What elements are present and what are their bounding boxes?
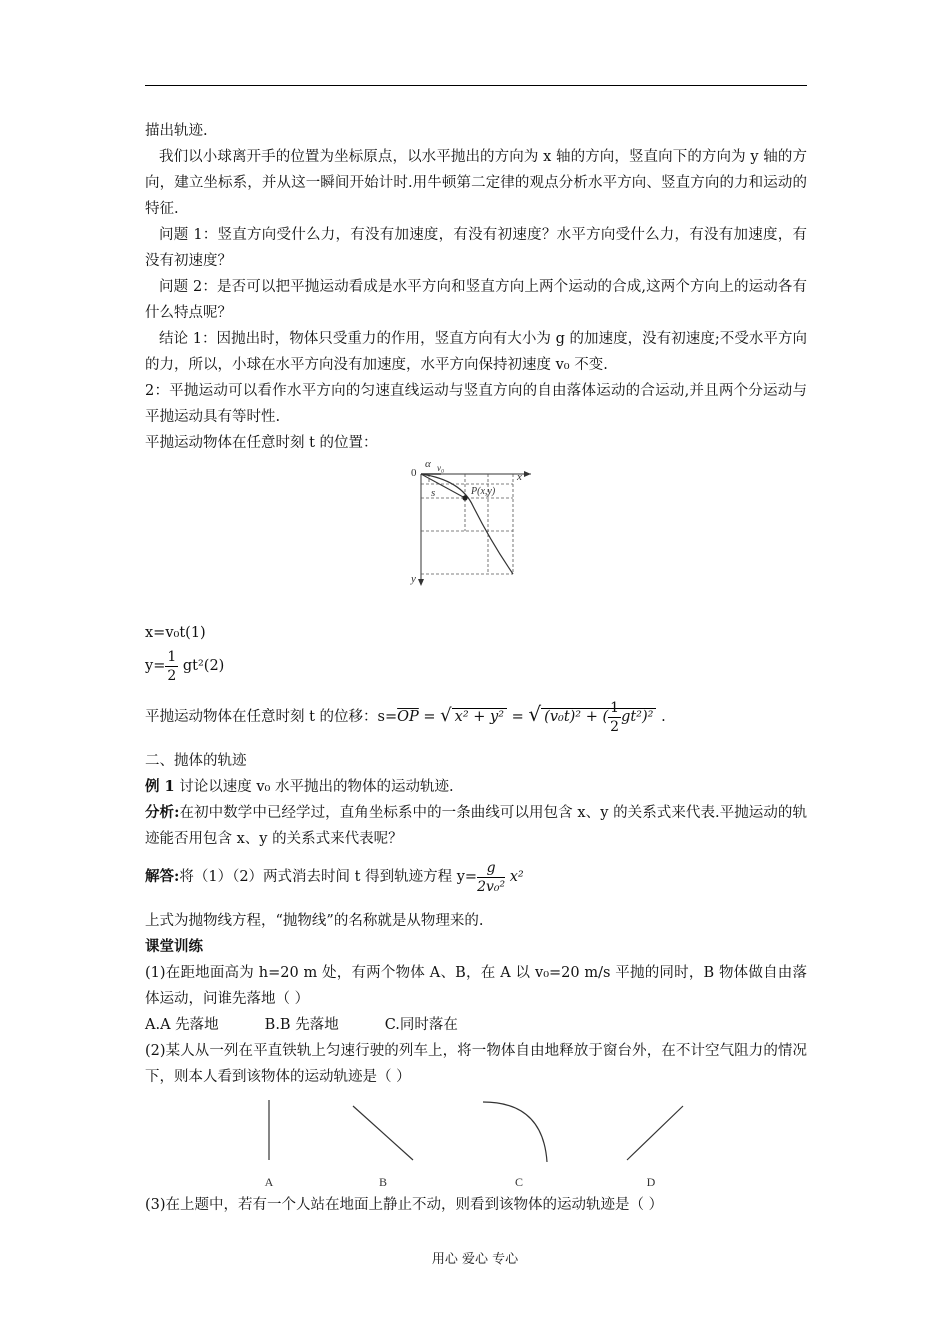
equals-sign-2: = bbox=[511, 709, 524, 725]
option-a: A.A 先落地 bbox=[145, 1017, 219, 1033]
point-p-label: P(x,y) bbox=[471, 486, 496, 497]
radicand-2-fraction bbox=[608, 699, 621, 736]
analysis-label: 分析: bbox=[145, 804, 180, 821]
solution-x-squared: x² bbox=[509, 869, 524, 885]
conclusion-2: 2：平抛运动可以看作水平方向的匀速直线运动与竖直方向的自由落体运动的合运动,并且两个分运动与平抛运动具有等时性. bbox=[145, 383, 807, 425]
equation-y-suffix: gt²(2) bbox=[182, 658, 225, 674]
equals-sign-1: = bbox=[423, 709, 436, 725]
conclusion-1: 结论 1：因抛出时，物体只受重力的作用，竖直方向有大小为 g 的加速度，没有初速度;不受水平方向的力，所以，小球在水平方向没有加速度，水平方向保持初速度 v₀ 不变. bbox=[145, 331, 807, 373]
option-a-label: A bbox=[264, 1175, 274, 1189]
parabola-note: 上式为抛物线方程，“抛物线”的名称就是从物理来的. bbox=[145, 913, 484, 929]
equation-y bbox=[145, 646, 807, 686]
option-b-label: B bbox=[378, 1175, 388, 1189]
displacement-equation bbox=[145, 694, 807, 734]
page-footer: 用心 爱心 专心 bbox=[431, 1252, 519, 1267]
x-axis-label: x bbox=[517, 471, 522, 483]
solution-label: 解答: bbox=[145, 868, 180, 885]
example-label: 例 1 bbox=[145, 778, 175, 795]
question-2: 问题 2：是否可以把平抛运动看成是水平方向和竖直方向上两个运动的合成,这两个方向上的运动各有什么特点呢？ bbox=[145, 279, 807, 321]
half-fraction bbox=[165, 648, 178, 685]
sqrt-2: √ bbox=[528, 702, 542, 726]
solution-numerator: g bbox=[477, 859, 505, 878]
trajectory-options-figure bbox=[145, 1094, 807, 1190]
solution-fraction bbox=[477, 859, 505, 896]
s-label: s bbox=[431, 487, 436, 499]
training-heading: 课堂训练 bbox=[145, 938, 203, 955]
radicand-1: x² + y² bbox=[452, 708, 507, 725]
half-numerator: 1 bbox=[167, 648, 177, 665]
equation-x: x=v₀t(1) bbox=[145, 625, 206, 641]
op-vector: $\overline{OP}$ bbox=[397, 709, 419, 725]
option-c-curve bbox=[483, 1102, 547, 1162]
training-problem-2: (2)某人从一列在平直铁轨上匀速行驶的列车上，将一物体自由地释放于窗台外，在不计空气阻力的情况下，则本人看到该物体的运动轨迹是（ ） bbox=[145, 1043, 807, 1085]
projectile-diagram bbox=[381, 458, 531, 598]
displacement-line bbox=[421, 474, 465, 498]
analysis bbox=[145, 800, 807, 852]
equation-period: . bbox=[661, 709, 666, 725]
radicand-2-numerator: 1 bbox=[610, 699, 620, 716]
origin-label: 0 bbox=[411, 467, 417, 479]
header-rule bbox=[145, 85, 807, 86]
example-1 bbox=[145, 774, 807, 800]
v0-label: v₀ bbox=[437, 463, 445, 473]
y-axis-label: y bbox=[411, 573, 416, 585]
option-b: B.B 先落地 bbox=[264, 1017, 339, 1033]
analysis-text: 在初中数学中已经学过，直角坐标系中的一条曲线可以用包含 x、y 的关系式来代表.平抛运动的轨迹能否用包含 x、y 的关系式来代表呢？ bbox=[145, 805, 807, 847]
radicand-2-part-a: (v₀t)² + ( bbox=[544, 709, 609, 725]
x-axis-arrow bbox=[524, 471, 531, 477]
solution-text: 将（1）（2）两式消去时间 t 得到轨迹方程 y= bbox=[179, 869, 478, 885]
paragraph-trace: 描出轨迹. bbox=[145, 123, 208, 139]
radicand-2-part-b: gt²)² bbox=[621, 709, 654, 725]
point-p bbox=[462, 495, 467, 500]
solution-denominator: 2v₀² bbox=[477, 878, 506, 895]
problem-1-options bbox=[145, 1012, 807, 1038]
option-c-label: C bbox=[514, 1175, 524, 1189]
equation-y-prefix: y= bbox=[145, 658, 166, 674]
option-b-line bbox=[353, 1106, 413, 1160]
option-d-line bbox=[627, 1106, 683, 1160]
training-problem-3: (3)在上题中，若有一个人站在地面上静止不动，则看到该物体的运动轨迹是（ ） bbox=[145, 1197, 664, 1213]
half-denominator: 2 bbox=[167, 667, 177, 684]
example-text: 讨论以速度 v₀ 水平抛出的物体的运动轨迹. bbox=[174, 779, 454, 795]
option-d-label: D bbox=[646, 1175, 656, 1189]
position-intro: 平抛运动物体在任意时刻 t 的位置： bbox=[145, 435, 378, 451]
radicand-2 bbox=[541, 699, 656, 735]
sqrt-1: √ bbox=[440, 705, 452, 726]
question-1: 问题 1：竖直方向受什么力，有没有加速度，有没有初速度？水平方向受什么力，有没有加速度，有没有初速度？ bbox=[145, 227, 807, 269]
paragraph-coordinate-setup: 我们以小球离开手的位置为坐标原点，以水平抛出的方向为 x 轴的方向，竖直向下的方向为 y 轴的方向，建立坐标系，并从这一瞬间开始计时.用牛顿第二定律的观点分析水平方向、竖直方向的力和运动的特征. bbox=[145, 149, 807, 217]
alpha-label: α bbox=[425, 458, 431, 470]
y-axis-arrow bbox=[418, 579, 424, 586]
solution bbox=[145, 852, 807, 902]
training-problem-1: (1)在距地面高为 h=20 m 处，有两个物体 A、B，在 A 以 v₀=20 m/s 平抛的同时，B 物体做自由落体运动，问谁先落地（ ） bbox=[145, 965, 807, 1007]
radicand-2-denominator: 2 bbox=[610, 718, 620, 735]
section-heading: 二、抛体的轨迹 bbox=[145, 753, 247, 769]
displacement-intro: 平抛运动物体在任意时刻 t 的位移：s= bbox=[145, 709, 398, 725]
option-c: C.同时落在 bbox=[384, 1017, 458, 1033]
page-content bbox=[145, 118, 807, 1218]
